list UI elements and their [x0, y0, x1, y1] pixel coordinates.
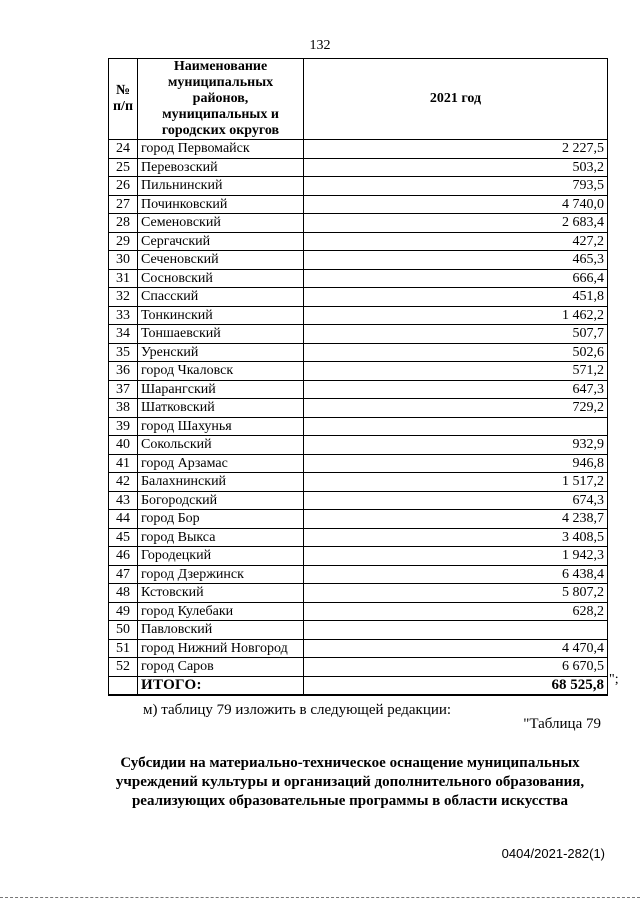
table-row [109, 473, 608, 492]
row-name: город Шахунья [138, 417, 304, 436]
table-row [109, 195, 608, 214]
row-value: 4 740,0 [304, 195, 608, 214]
table-row [109, 288, 608, 307]
table-row [109, 547, 608, 566]
row-number: 43 [109, 491, 138, 510]
row-number: 30 [109, 251, 138, 270]
row-number: 42 [109, 473, 138, 492]
table-row [109, 658, 608, 677]
total-row [109, 676, 608, 695]
row-value: 2 227,5 [304, 140, 608, 159]
row-name: город Чкаловск [138, 362, 304, 381]
row-name: Павловский [138, 621, 304, 640]
row-value: 4 470,4 [304, 639, 608, 658]
table-row [109, 565, 608, 584]
row-number: 27 [109, 195, 138, 214]
row-value: 666,4 [304, 269, 608, 288]
row-name: Уренский [138, 343, 304, 362]
total-label: ИТОГО: [138, 676, 304, 695]
table-row [109, 399, 608, 418]
table-row [109, 510, 608, 529]
row-value: 793,5 [304, 177, 608, 196]
row-value: 6 670,5 [304, 658, 608, 677]
row-name: Перевозский [138, 158, 304, 177]
row-name: Сокольский [138, 436, 304, 455]
table-row [109, 602, 608, 621]
table-row [109, 639, 608, 658]
row-name: Сосновский [138, 269, 304, 288]
row-value: 2 683,4 [304, 214, 608, 233]
header-name: Наименование муниципальных районов, муниципальных и городских округов [138, 59, 304, 140]
table-row [109, 214, 608, 233]
row-name: Семеновский [138, 214, 304, 233]
total-number [109, 676, 138, 695]
row-number: 44 [109, 510, 138, 529]
row-name: Сеченовский [138, 251, 304, 270]
row-number: 28 [109, 214, 138, 233]
table-row [109, 140, 608, 159]
table-row [109, 158, 608, 177]
table-row [109, 380, 608, 399]
row-name: Богородский [138, 491, 304, 510]
row-number: 46 [109, 547, 138, 566]
table-row [109, 306, 608, 325]
row-value: 946,8 [304, 454, 608, 473]
table-body [109, 140, 608, 696]
row-name: Шатковский [138, 399, 304, 418]
total-value: 68 525,8 [304, 676, 608, 695]
row-value: 1 942,3 [304, 547, 608, 566]
document-code: 0404/2021-282(1) [501, 846, 605, 861]
table-row [109, 417, 608, 436]
table-row [109, 362, 608, 381]
table-row [109, 269, 608, 288]
row-number: 40 [109, 436, 138, 455]
row-value: 674,3 [304, 491, 608, 510]
table-row [109, 528, 608, 547]
row-name: Тонкинский [138, 306, 304, 325]
row-name: Кстовский [138, 584, 304, 603]
row-name: город Нижний Новгород [138, 639, 304, 658]
row-number: 35 [109, 343, 138, 362]
table-row [109, 251, 608, 270]
row-number: 34 [109, 325, 138, 344]
row-number: 31 [109, 269, 138, 288]
row-number: 48 [109, 584, 138, 603]
row-value [304, 417, 608, 436]
row-value [304, 621, 608, 640]
table-row [109, 325, 608, 344]
row-value: 503,2 [304, 158, 608, 177]
row-name: Сергачский [138, 232, 304, 251]
table-reference: "Таблица 79 [523, 716, 601, 732]
row-number: 38 [109, 399, 138, 418]
row-number: 50 [109, 621, 138, 640]
row-number: 36 [109, 362, 138, 381]
row-number: 47 [109, 565, 138, 584]
row-number: 41 [109, 454, 138, 473]
row-name: город Саров [138, 658, 304, 677]
table-row [109, 343, 608, 362]
row-name: город Дзержинск [138, 565, 304, 584]
row-name: город Кулебаки [138, 602, 304, 621]
row-value: 6 438,4 [304, 565, 608, 584]
row-value: 465,3 [304, 251, 608, 270]
row-value: 628,2 [304, 602, 608, 621]
table-row [109, 454, 608, 473]
footer-rule [0, 897, 640, 898]
row-name: Балахнинский [138, 473, 304, 492]
table-row [109, 584, 608, 603]
closing-quote: "; [609, 672, 619, 687]
row-value: 647,3 [304, 380, 608, 399]
row-number: 39 [109, 417, 138, 436]
row-number: 25 [109, 158, 138, 177]
row-value: 507,7 [304, 325, 608, 344]
subsidy-heading: Субсидии на материально-техническое оснащение муниципальных учреждений культуры и организаций дополнительного образования, реализующих образовательные программы в области искусства [115, 755, 585, 809]
row-value: 932,9 [304, 436, 608, 455]
row-number: 26 [109, 177, 138, 196]
row-number: 49 [109, 602, 138, 621]
row-number: 24 [109, 140, 138, 159]
table-row [109, 436, 608, 455]
row-value: 1 462,2 [304, 306, 608, 325]
table-row [109, 177, 608, 196]
row-value: 451,8 [304, 288, 608, 307]
table-row [109, 232, 608, 251]
row-name: Шарангский [138, 380, 304, 399]
row-number: 33 [109, 306, 138, 325]
table-header-row [109, 59, 608, 140]
row-name: Пильнинский [138, 177, 304, 196]
row-number: 29 [109, 232, 138, 251]
row-number: 52 [109, 658, 138, 677]
row-name: город Выкса [138, 528, 304, 547]
header-year: 2021 год [304, 59, 608, 140]
instruction-text: м) таблицу 79 изложить в следующей редакции: [143, 702, 452, 718]
row-name: Городецкий [138, 547, 304, 566]
row-value: 4 238,7 [304, 510, 608, 529]
row-value: 571,2 [304, 362, 608, 381]
row-number: 45 [109, 528, 138, 547]
row-name: Тоншаевский [138, 325, 304, 344]
row-name: город Бор [138, 510, 304, 529]
table-row [109, 491, 608, 510]
row-number: 51 [109, 639, 138, 658]
table-row [109, 621, 608, 640]
row-value: 1 517,2 [304, 473, 608, 492]
row-number: 37 [109, 380, 138, 399]
page-number: 132 [309, 38, 331, 53]
row-value: 3 408,5 [304, 528, 608, 547]
row-value: 502,6 [304, 343, 608, 362]
row-value: 5 807,2 [304, 584, 608, 603]
row-value: 729,2 [304, 399, 608, 418]
row-name: Починковский [138, 195, 304, 214]
row-name: город Первомайск [138, 140, 304, 159]
row-number: 32 [109, 288, 138, 307]
subsidy-table [108, 58, 608, 696]
row-value: 427,2 [304, 232, 608, 251]
header-num: № п/п [109, 59, 138, 140]
row-name: город Арзамас [138, 454, 304, 473]
row-name: Спасский [138, 288, 304, 307]
